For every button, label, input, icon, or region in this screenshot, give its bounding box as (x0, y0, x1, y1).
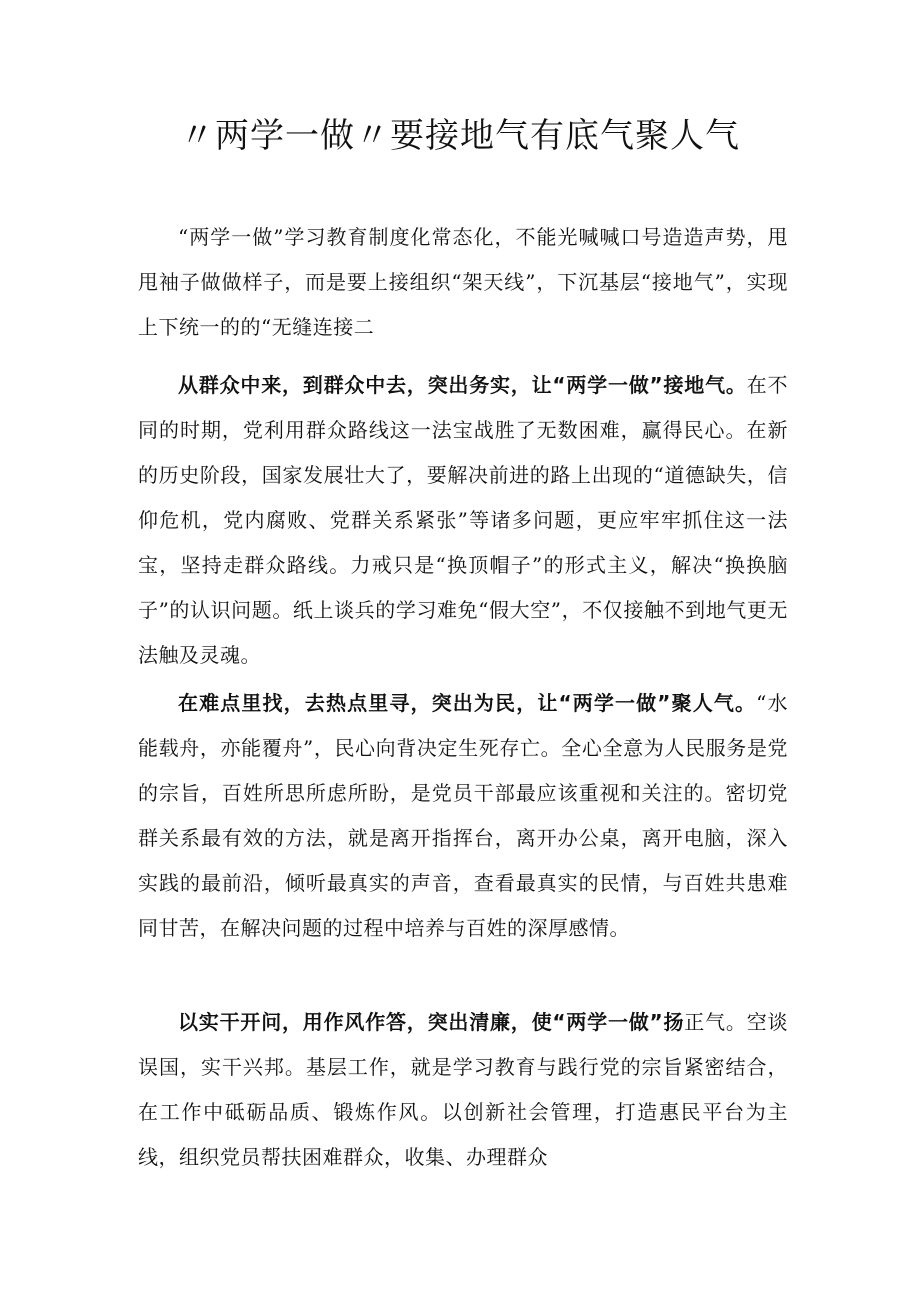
paragraph-body: 在不同的时期，党利用群众路线这一法宝战胜了无数困难，赢得民心。在新的历史阶段，国家发展壮大了，要解决前进的路上出现的“道德缺失，信仰危机，党内腐败、党群关系紧张”等诸多问题，更应牢牢抓住这一法宝，坚持走群众路线。力戒只是“换顶帽子”的形式主义，解决“换换脑子”的认识问题。纸上谈兵的学习难免“假大空”，不仅接触不到地气更无法触及灵魂。 (138, 373, 789, 667)
paragraph-body: “两学一做”学习教育制度化常态化，不能光喊喊口号造造声势，甩甩袖子做做样子，而是要上接组织“架天线”，下沉基层“接地气”，实现上下统一的的“无缝连接二 (138, 225, 788, 339)
paragraph-down-to-earth (138, 363, 788, 678)
paragraph-lead-heading: 从群众中来，到群众中去，突出务实，让“两学一做”接地气。 (178, 373, 747, 397)
paragraph-intro (138, 215, 788, 350)
paragraph-body: 正气。空谈误国，实干兴邦。基层工作，就是学习教育与践行党的宗旨紧密结合，在工作中砥砺品质、锻炼作风。以创新社会管理，打造惠民平台为主线，组织党员帮扶困难群众，收集、办理群众 (138, 1010, 788, 1169)
paragraph-lead-heading: 以实干开问，用作风作答，突出清廉，使“两学一做”扬 (178, 1010, 685, 1034)
paragraph-lead-heading: 在难点里找，去热点里寻，突出为民，让“两学一做”聚人气。 (178, 691, 757, 715)
paragraph-popularity (138, 681, 788, 951)
document-title: 〃两学一做〃要接地气有底气聚人气 (180, 116, 740, 156)
paragraph-body: “水能载舟，亦能覆舟”，民心向背决定生死存亡。全心全意为人民服务是党的宗旨，百姓所思所虑所盼，是党员干部最应该重视和关注的。密切党群关系最有效的方法，就是离开指挥台，离开办公桌，离开电脑，深入实践的最前沿，倾听最真实的声音，查看最真实的民情，与百姓共患难同甘苦，在解决问题的过程中培养与百姓的深厚感情。 (138, 691, 788, 940)
paragraph-integrity (138, 1000, 788, 1180)
